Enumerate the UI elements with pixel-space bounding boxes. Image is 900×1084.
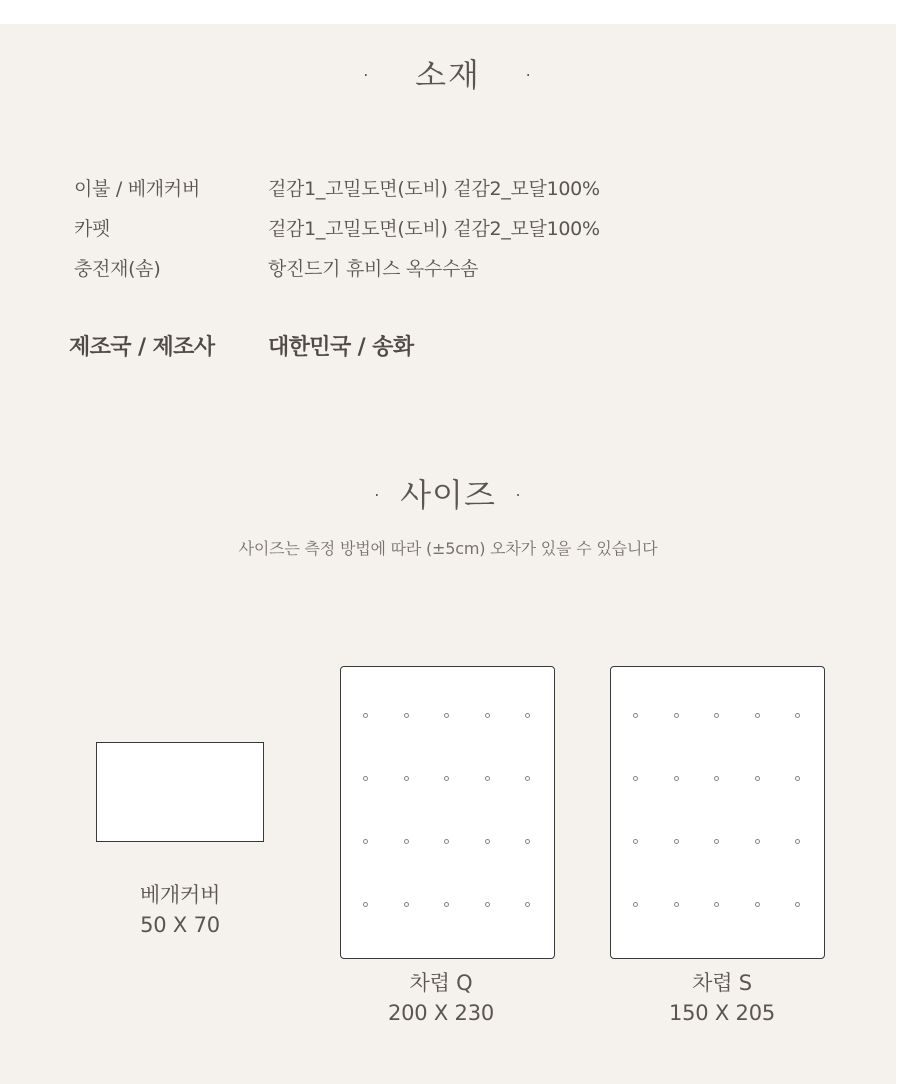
material-value-filling: 항진드기 휴비스 옥수수솜	[268, 258, 479, 280]
stitch-dot	[363, 902, 368, 907]
stitch-dot	[404, 902, 409, 907]
quilt-q-dims: 200 X 230	[387, 1001, 495, 1025]
stitch-dot	[714, 713, 719, 718]
stitch-dot	[363, 776, 368, 781]
stitch-dot	[485, 839, 490, 844]
stitch-dot	[714, 902, 719, 907]
stitch-dot	[485, 713, 490, 718]
stitch-dot	[633, 839, 638, 844]
material-section-title: · 소재 ·	[360, 56, 536, 94]
stitch-dot	[525, 776, 530, 781]
stitch-dot	[674, 713, 679, 718]
material-label-carpet: 카펫	[74, 218, 111, 240]
size-tolerance-note: 사이즈는 측정 방법에 따라 (±5cm) 오차가 있을 수 있습니다	[238, 539, 658, 558]
stitch-dot	[633, 776, 638, 781]
stitch-dot	[485, 776, 490, 781]
material-value-bedding: 겉감1_고밀도면(도비) 겉감2_모달100%	[268, 178, 600, 200]
quilt-q-caption	[341, 968, 541, 1028]
quilt-s-dims: 150 X 205	[668, 1001, 776, 1025]
stitch-dot	[674, 902, 679, 907]
stitch-dot	[525, 902, 530, 907]
material-value-carpet: 겉감1_고밀도면(도비) 겉감2_모달100%	[268, 218, 600, 240]
stitch-dot	[633, 713, 638, 718]
maker-label: 제조국 / 제조사	[69, 335, 215, 360]
quilt-q-diagram	[340, 666, 555, 959]
stitch-dot	[485, 902, 490, 907]
pillow-cover-dims: 50 X 70	[140, 913, 220, 937]
stitch-dot	[755, 902, 760, 907]
stitch-dot	[755, 713, 760, 718]
stitch-dot	[363, 839, 368, 844]
stitch-dot	[525, 713, 530, 718]
stitch-dot	[525, 839, 530, 844]
stitch-dot	[444, 776, 449, 781]
stitch-dot	[674, 839, 679, 844]
stitch-dot	[795, 902, 800, 907]
stitch-dot	[714, 839, 719, 844]
stitch-dot	[755, 776, 760, 781]
pillow-cover-name: 베개커버	[139, 883, 221, 907]
stitch-dot	[404, 839, 409, 844]
quilt-s-diagram	[610, 666, 825, 959]
stitch-dot	[404, 713, 409, 718]
stitch-dot	[674, 776, 679, 781]
quilt-s-name: 차렵 S	[692, 971, 752, 995]
stitch-dot	[444, 839, 449, 844]
quilt-s-caption	[622, 968, 822, 1028]
pillow-cover-diagram	[96, 742, 264, 842]
stitch-dot	[444, 713, 449, 718]
stitch-dot	[755, 839, 760, 844]
stitch-dot	[795, 713, 800, 718]
quilt-q-name: 차렵 Q	[409, 971, 473, 995]
material-label-filling: 충전재(솜)	[74, 258, 161, 280]
stitch-dot	[363, 713, 368, 718]
stitch-dot	[633, 902, 638, 907]
size-section-title: · 사이즈 ·	[371, 476, 525, 514]
stitch-dot	[404, 776, 409, 781]
material-label-bedding: 이불 / 베개커버	[74, 178, 200, 200]
stitch-dot	[795, 839, 800, 844]
pillow-cover-caption	[80, 880, 280, 940]
stitch-dot	[714, 776, 719, 781]
stitch-dot	[444, 902, 449, 907]
maker-value: 대한민국 / 송화	[268, 335, 414, 360]
stitch-dot	[795, 776, 800, 781]
